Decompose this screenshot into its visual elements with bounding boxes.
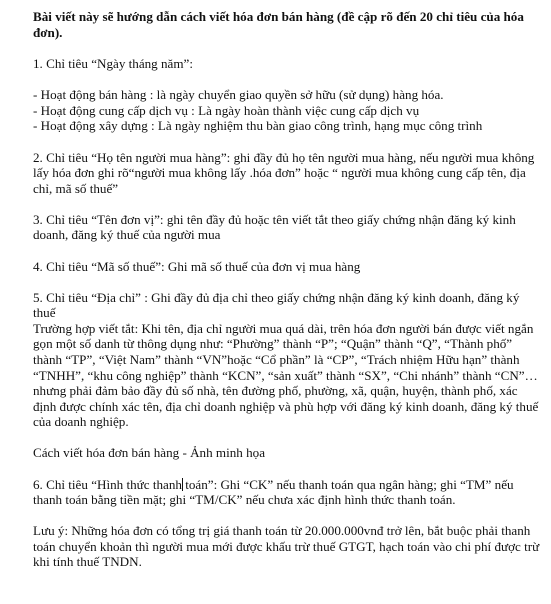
list-item: - Hoạt động bán hàng : là ngày chuyển giao quyền sở hữu (sử dụng) hàng hóa. — [33, 87, 444, 103]
section-1-list — [33, 87, 541, 134]
list-item: - Hoạt động cung cấp dịch vụ : Là ngày hoàn thành việc cung cấp dịch vụ — [33, 102, 420, 118]
section-6-text-after-cursor: toán”: Ghi “CK” nếu thanh toán qua ngân hàng; ghi “TM” nếu thanh toán bằng tiền mặt; ghi “TM/CK” nếu chưa xác định hình thức thanh toán. — [33, 476, 514, 508]
image-caption: Cách viết hóa đơn bán hàng - Ảnh minh họa — [33, 445, 266, 461]
section-6-text-before-cursor: 6. Chỉ tiêu “Hình thức thanh — [33, 476, 182, 492]
section-6-paragraph[interactable] — [33, 477, 541, 508]
section-3-paragraph: 3. Chỉ tiêu “Tên đơn vị”: ghi tên đầy đủ hoặc tên viết tắt theo giấy chứng nhận đăng ký kinh doanh, đăng ký thuế của người mua — [33, 211, 516, 243]
document-title: Bài viết này sẽ hướng dẫn cách viết hóa đơn bán hàng (đề cập rõ đến 20 chỉ tiêu của hóa đơn). — [33, 9, 524, 40]
section-2-paragraph: 2. Chỉ tiêu “Họ tên người mua hàng”: ghi đầy đủ họ tên người mua hàng, nếu người mua không lấy hóa đơn ghi rõ“người mua không lấy .hóa đơn” hoặc “ người mua không cung cấp tên, địa chỉ, mã số thuế” — [33, 149, 535, 196]
section-1-heading: 1. Chỉ tiêu “Ngày tháng năm”: — [33, 56, 193, 72]
list-item: - Hoạt động xây dựng : Là ngày nghiệm thu bàn giao công trình, hạng mục công trình — [33, 118, 483, 134]
note-paragraph: Lưu ý: Những hóa đơn có tổng trị giá thanh toán từ 20.000.000vnđ trở lên, bắt buộc phải thanh toán chuyển khoản thì người mua mới được khấu trừ thuế GTGT, hạch toán vào chi phí được trừ khi tính thuế TNDN. — [33, 523, 540, 570]
section-5-paragraph: 5. Chỉ tiêu “Địa chỉ” : Ghi đầy đủ địa chỉ theo giấy chứng nhận đăng ký kinh doanh, đăng ký thuế — [33, 289, 520, 321]
section-5-abbreviation-paragraph: Trường hợp viết tắt: Khi tên, địa chỉ người mua quá dài, trên hóa đơn người bán được viết ngắn gọn một số danh từ thông dụng như: “Phường” thành “P”; “Quận” thành “Q”, “Thành phố” thành “TP”, “Việt Nam” thành “VN”hoặc “Cổ phần” là “CP”, “Trách nhiệm Hữu hạn” thành “TNHH”, “khu công nghiệp” thành “KCN”, “sản xuất” thành “SX”, “Chi nhánh” thành “CN”… nhưng phải đảm bảo đầy đủ số nhà, tên đường phố, phường, xã, quận, huyện, thành phố, xác định được chính xác tên, địa chỉ doanh nghiệp và phù hợp với đăng ký kinh doanh, đăng ký thuế của doanh nghiệp. — [33, 320, 539, 430]
section-4-paragraph: 4. Chỉ tiêu “Mã số thuế”: Ghi mã số thuế của đơn vị mua hàng — [33, 258, 361, 274]
